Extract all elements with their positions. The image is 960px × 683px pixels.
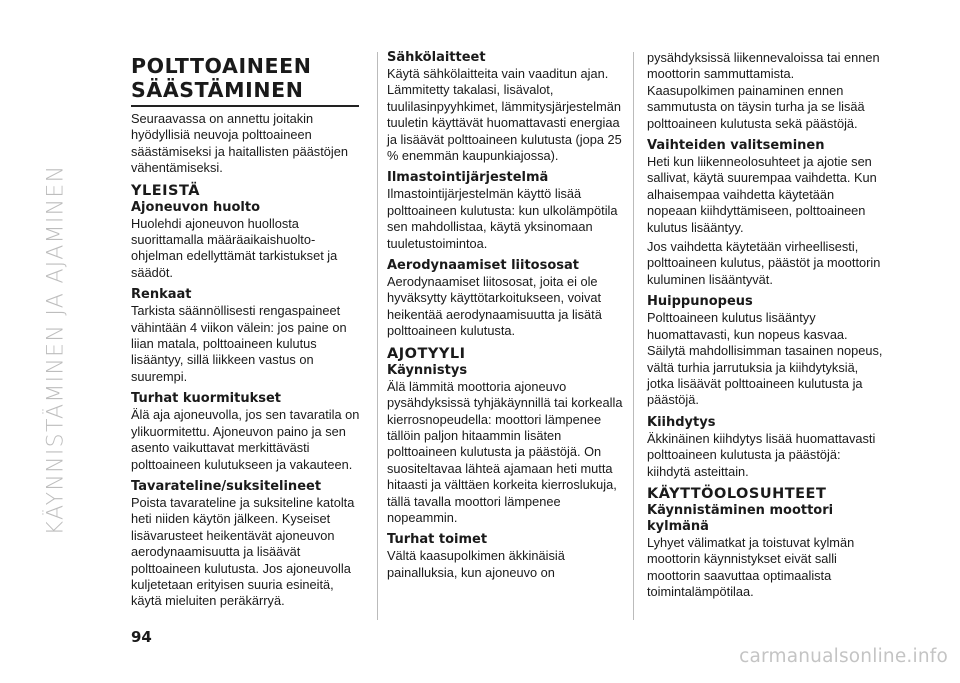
heading-tavarateline: Tavarateline/suksitelineet [131,478,322,494]
chapter-side-title-text: KÄYNNISTÄMINEN JA AJAMINEN [43,164,69,536]
page-title-line-2: SÄÄSTÄMINEN [131,78,304,102]
section-heading-ajotyyli: AJOTYYLI [387,345,466,362]
paragraph-sahkolaitteet: Käytä sähkölaitteita vain vaaditun ajan. Lämmitetty takalasi, lisävalot, tuulilasinpyyhkimet, lämmitysjärjestelmän tuuletin käyttävät huomattavasti energiaa ja lisäävät polttoaineen kulutusta (jopa 25 % enemmän kaupunkiajossa). [387,66,622,164]
page-title [131,54,367,102]
paragraph-continued: pysähdyksissä liikennevaloissa tai ennen moottorin sammuttamista. Kaasupolkimen painaminen ennen sammutusta on täysin turha ja se lisää polttoaineen kulutusta sekä päästöjä. [647,50,880,131]
heading-aerodynaamiset-liitososat: Aerodynaamiset liitososat [387,258,580,274]
paragraph-kaynnistys: Älä lämmitä moottoria ajoneuvo pysähdyksissä tyhjäkäynnillä tai korkealla kierrosnopeudella: moottori lämpenee tällöin paljon hitaammin lisäten polttoaineen kulutusta ja päästöjä. On suositeltavaa lähteä ajamaan heti mutta hitaasti ja välttäen korkeita kierroslukuja, tällä tavalla moottori lämpenee nopeammin. [387,378,623,525]
title-underline [131,105,359,107]
heading-kaynnistys: Käynnistys [387,362,468,378]
section-heading-yleista: YLEISTÄ [131,182,200,199]
heading-kaynnistaminen-kylmana: Käynnistäminen moottori kylmänä [647,502,834,534]
paragraph-huippunopeus: Polttoaineen kulutus lisääntyy huomattavasti, kun nopeus kasvaa. Säilytä mahdollisimman tasainen nopeus, vältä turhia jarrutuksia ja kiihdytyksiä, jotka lisäävät polttoaineen kulutusta ja päästöjä. [647,310,883,408]
column-1 [131,50,367,610]
watermark: carmanualsonline.info [739,646,948,667]
paragraph-turhat-toimet: Vältä kaasupolkimen äkkinäisiä painalluksia, kun ajoneuvo on [387,548,565,580]
paragraph-ajoneuvon-huolto: Huolehdi ajoneuvon huollosta suorittamalla määräaikaishuolto-ohjelman edellyttämät tarkistukset ja säädöt. [131,215,338,280]
paragraph-renkaat: Tarkista säännöllisesti rengaspaineet vähintään 4 viikon välein: jos paine on liian matala, polttoaineen kulutus lisääntyy, sillä liikkeen vastus on suurempi. [131,303,347,384]
column-2 [387,50,623,581]
heading-ilmastointijarjestelma: Ilmastointijärjestelmä [387,170,549,186]
heading-turhat-kuormitukset: Turhat kuormitukset [131,391,282,407]
intro-paragraph: Seuraavassa on annettu joitakin hyödyllisiä neuvoja polttoaineen säästämiseksi ja haitallisten päästöjen vähentämiseksi. [131,111,348,176]
paragraph-kaynnistaminen-kylmana: Lyhyet välimatkat ja toistuvat kylmän moottorin käynnistykset eivät salli moottorin saavuttaa optimaalista toimintalämpötilaa. [647,534,855,600]
column-divider [633,52,634,620]
heading-vaihteiden-valitseminen: Vaihteiden valitseminen [647,138,825,154]
heading-ajoneuvon-huolto: Ajoneuvon huolto [131,199,261,215]
paragraph-turhat-kuormitukset: Älä aja ajoneuvolla, jos sen tavaratila on ylikuormitettu. Ajoneuvon paino ja sen asento vaikuttavat merkittävästi polttoaineen kulutukseen ja vakauteen. [131,407,360,472]
page-title-line-1: POLTTOAINEEN [131,54,312,78]
heading-kiihdytys: Kiihdytys [647,414,716,430]
paragraph-tavarateline: Poista tavarateline ja suksiteline katolta heti niiden käytön jälkeen. Kyseiset lisävarusteet heikentävät ajoneuvon aerodynaamisuutta ja lisäävät polttoaineen kulutusta. Jos ajoneuvolla kuljetetaan erityisen suuria esineitä, käytä mieluiten peräkärryä. [131,494,355,609]
heading-turhat-toimet: Turhat toimet [387,532,488,548]
column-divider [377,52,378,620]
paragraph-aerodynaamiset-liitososat: Aerodynaamiset liitososat, joita ei ole hyväksytty käyttötarkoitukseen, voivat heikentää aerodynaamisuutta ja lisätä polttoaineen kulutusta. [387,274,602,339]
paragraph-ilmastointijarjestelma: Ilmastointijärjestelmän käyttö lisää polttoaineen kulutusta: kun ulkolämpötila sen mahdollistaa, käytä yksinomaan tuuletustoimintoa. [387,186,618,251]
section-heading-kayttoolosuhteet: KÄYTTÖOLOSUHTEET [647,485,827,502]
paragraph-vaihteiden-valitseminen-2: Jos vaihdetta käytetään virheellisesti, polttoaineen kulutus, päästöt ja moottorin kuluminen lisääntyvät. [647,239,881,287]
column-3 [647,50,883,601]
heading-huippunopeus: Huippunopeus [647,294,753,310]
page-number: 94 [131,628,152,646]
paragraph-kiihdytys: Äkkinäinen kiihdytys lisää huomattavasti polttoaineen kulutusta ja päästöjä: kiihdytä asteittain. [647,430,876,479]
heading-sahkolaitteet: Sähkölaitteet [387,50,486,65]
heading-renkaat: Renkaat [131,287,192,303]
paragraph-vaihteiden-valitseminen-1: Heti kun liikenneolosuhteet ja ajotie sen sallivat, käytä suurempaa vaihdetta. Kun alhaisempaa vaihdetta käytetään nopeaan kiihdyttämiseen, polttoaineen kulutus lisääntyy. [647,154,877,235]
